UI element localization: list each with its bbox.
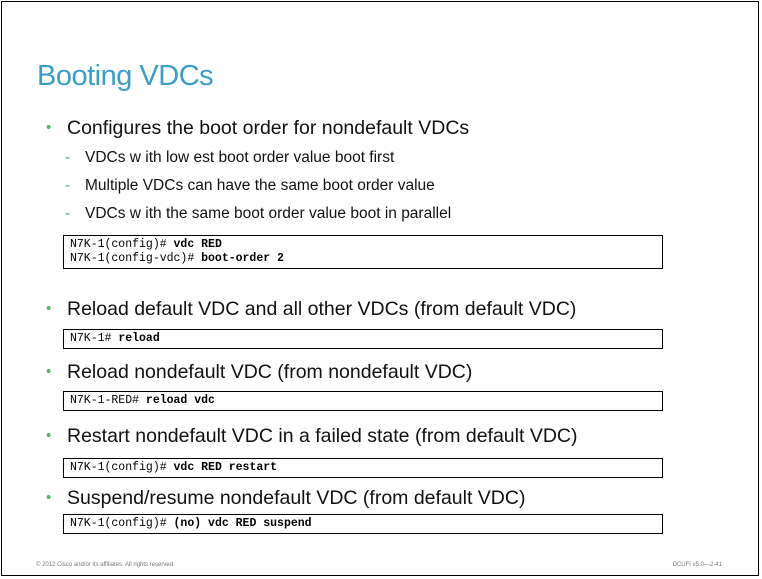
code-prompt: N7K-1-RED# (70, 394, 146, 407)
code-prompt: N7K-1(config)# (70, 461, 174, 474)
bullet-dot-icon: • (46, 427, 52, 444)
code-command: vdc RED (173, 238, 222, 251)
code-command: reload (118, 332, 160, 345)
slide-number-footer: DCUFI v5.0—2-41 (672, 562, 722, 568)
copyright-footer: © 2012 Cisco and/or its affiliates. All rights reserved. (36, 562, 175, 568)
dash-icon: - (65, 149, 71, 166)
bullet-dot-icon: • (46, 489, 52, 506)
dash-icon: - (65, 177, 71, 194)
bullet-text: Reload default VDC and all other VDCs (from default VDC) (67, 298, 577, 320)
code-box-restart (63, 458, 663, 478)
slide-title: Booting VDCs (37, 60, 214, 92)
bullet-dot-icon: • (46, 363, 52, 380)
bullet-text: Configures the boot order for nondefault VDCs (67, 117, 470, 139)
code-prompt: N7K-1(config)# (70, 517, 174, 530)
code-box-reload (63, 329, 663, 349)
code-prompt: N7K-1(config-vdc)# (70, 252, 202, 265)
code-command: boot-order 2 (201, 252, 284, 265)
dash-icon: - (65, 205, 71, 222)
bullet-text: Suspend/resume nondefault VDC (from default VDC) (67, 487, 526, 509)
subbullet-text: VDCs w ith low est boot order value boot first (85, 149, 395, 166)
code-box-suspend (63, 514, 663, 534)
code-command: (no) vdc RED suspend (173, 517, 312, 530)
code-box-reload-vdc (63, 391, 663, 411)
code-prompt: N7K-1# (70, 332, 119, 345)
code-command: reload vdc (145, 394, 215, 407)
bullet-text: Reload nondefault VDC (from nondefault VDC) (67, 361, 473, 383)
slide (1, 1, 759, 576)
subbullet-text: Multiple VDCs can have the same boot order value (85, 177, 435, 194)
code-prompt: N7K-1(config)# (70, 238, 174, 251)
bullet-dot-icon: • (46, 300, 52, 317)
bullet-dot-icon: • (46, 119, 52, 136)
code-box-boot-order (63, 235, 663, 269)
code-command: vdc RED restart (173, 461, 278, 474)
bullet-text: Restart nondefault VDC in a failed state (from default VDC) (67, 425, 578, 447)
subbullet-text: VDCs w ith the same boot order value boot in parallel (85, 205, 452, 222)
